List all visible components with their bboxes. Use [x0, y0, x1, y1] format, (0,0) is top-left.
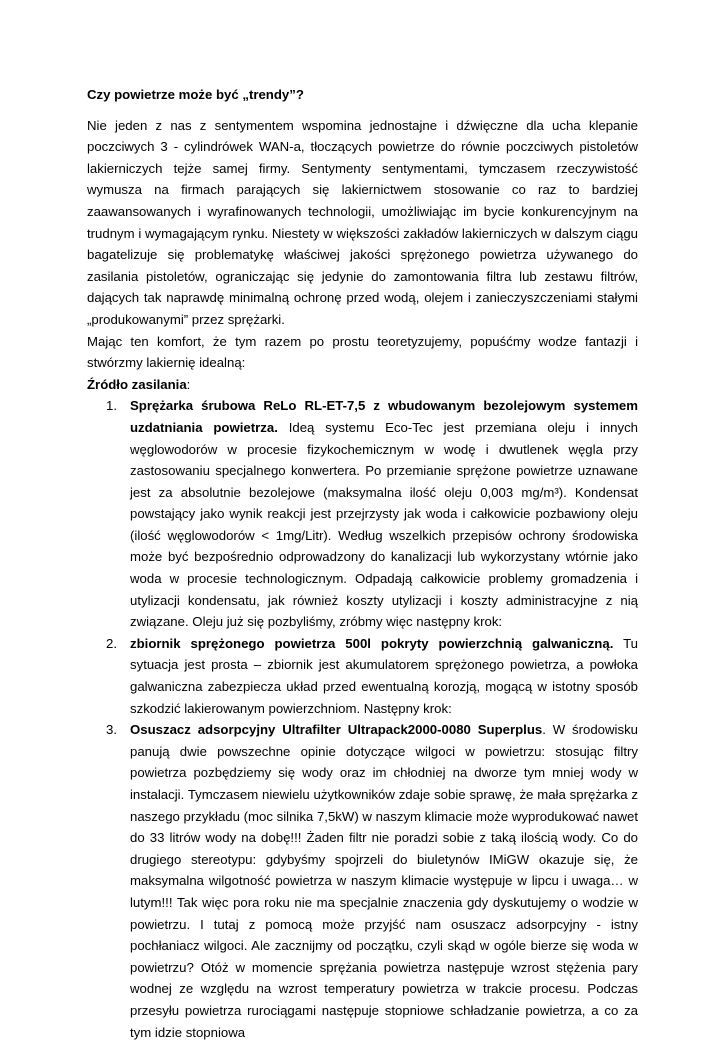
document-body — [87, 84, 638, 1043]
list-item-bold: Sprężarka śrubowa ReLo RL-ET-7,5 z wbudowanym bezolejowym systemem uzdatniania powietrza. — [130, 398, 638, 435]
list-item-bold: Osuszacz adsorpcyjny Ultrafilter Ultrapack2000-0080 Superplus — [130, 722, 543, 738]
source-heading — [87, 374, 638, 396]
numbered-list — [87, 395, 638, 1043]
list-item-number: 2. — [106, 635, 117, 651]
list-item-text: Ideą systemu Eco-Tec jest przemiana oleju i innych węglowodorów w procesie fizykochemicznym w wodę i dwutlenek węgla przy zastosowaniu specjalnego konwertera. Po przemianie sprężone powietrze uznawane jest za absolutnie bezolejowe (maksymalna ilość oleju 0,003 mg/m³). Kondensat powstający jako wynik reakcji jest przejrzysty jak woda i całkowicie pozbawiony oleju (ilość węglowodorów < 1mg/Litr). Według wszelkich przepisów ochrony środowiska może być bezpośrednio odprowadzony do kanalizacji lub wykorzystany wtórnie jako woda w procesie technologicznym. Odpadają całkowicie problemy gromadzenia i utylizacji kondensatu, jak również koszty utylizacji i koszty administracyjne z nią związane. Oleju już się pozbyliśmy, zróbmy więc następny krok: — [130, 419, 639, 630]
list-item-number: 1. — [106, 398, 117, 414]
second-paragraph: Mając ten komfort, że tym razem po prostu teoretyzujemy, popuśćmy wodze fantazji i stwórzmy lakiernię idealną: — [87, 333, 638, 371]
list-item — [87, 719, 638, 1043]
list-item-bold: zbiornik sprężonego powietrza 500l pokryty powierzchnią galwaniczną. — [130, 635, 614, 651]
list-item-number: 3. — [106, 722, 117, 738]
source-heading-colon: : — [186, 376, 191, 392]
source-heading-text: Źródło zasilania — [87, 376, 187, 392]
list-item — [87, 395, 638, 633]
intro-paragraph: Nie jeden z nas z sentymentem wspomina jednostajne i dźwięczne dla ucha klepanie poczciwych 3 - cylindrówek WAN-a, tłoczących powietrze do równie poczciwych pistoletów lakierniczych tejże samej firmy. Sentymenty sentymentami, tymczasem rzeczywistość wymusza na firmach parających się lakiernictwem stosowanie co raz to bardziej zaawansowanych i wyrafinowanych technologii, umożliwiając im bycie konkurencyjnym na trudnym i wymagającym rynku. Niestety w większości zakładów lakierniczych w dalszym ciągu bagatelizuje się problematykę właściwej jakości sprężonego powietrza używanego do zasilania pistoletów, ograniczając się jedynie do zamontowania filtra lub zestawu filtrów, dających tak naprawdę minimalną ochronę przed wodą, olejem i zanieczyszczeniami stałymi „produkowanymi” przez sprężarki. — [87, 117, 638, 327]
document-title: Czy powietrze może być „trendy”? — [87, 87, 304, 102]
list-item-text: . W środowisku panują dwie powszechne opinie dotyczące wilgoci w powietrzu: stosując filtry powietrza pozbędziemy się wody oraz im chłodniej na dworze tym mniej wody w instalacji. Tymczasem niewielu użytkowników zdaje sobie sprawę, że mała sprężarka z naszego przykładu (moc silnika 7,5kW) w naszym klimacie może wyprodukować nawet do 33 litrów wody na dobę!!! Żaden filtr nie poradzi sobie z taką ilością wody. Co do drugiego stereotypu: gdybyśmy spojrzeli do biuletynów IMiGW okazuje się, że maksymalna wilgotność powietrza w naszym klimacie występuje w lipcu i uwaga… w lutym!!! Tak więc pora roku nie ma specjalnie znaczenia gdy dyskutujemy o wodzie w powietrzu. I tutaj z pomocą może przyjść nam osuszacz adsorpcyjny - istny pochłaniacz wilgoci. Ale zacznijmy od początku, czyli skąd w ogóle bierze się woda w powietrzu? Otóż w momencie sprężania powietrza następuje wzrost stężenia pary wodnej ze względu na wzrost temperatury powietrza w trakcie procesu. Podczas przesyłu powietrza rurociągami następuje stopniowe schładzanie powietrza, a co za tym idzie stopniowa — [130, 722, 638, 1040]
list-item-text: Tu sytuacja jest prosta – zbiornik jest akumulatorem sprężonego powietrza, a powłoka galwaniczna zabezpiecza układ przed ewentualną korozją, mogącą w istotny sposób szkodzić lakierowanym powierzchniom. Następny krok: — [130, 635, 638, 716]
list-item — [87, 633, 638, 719]
